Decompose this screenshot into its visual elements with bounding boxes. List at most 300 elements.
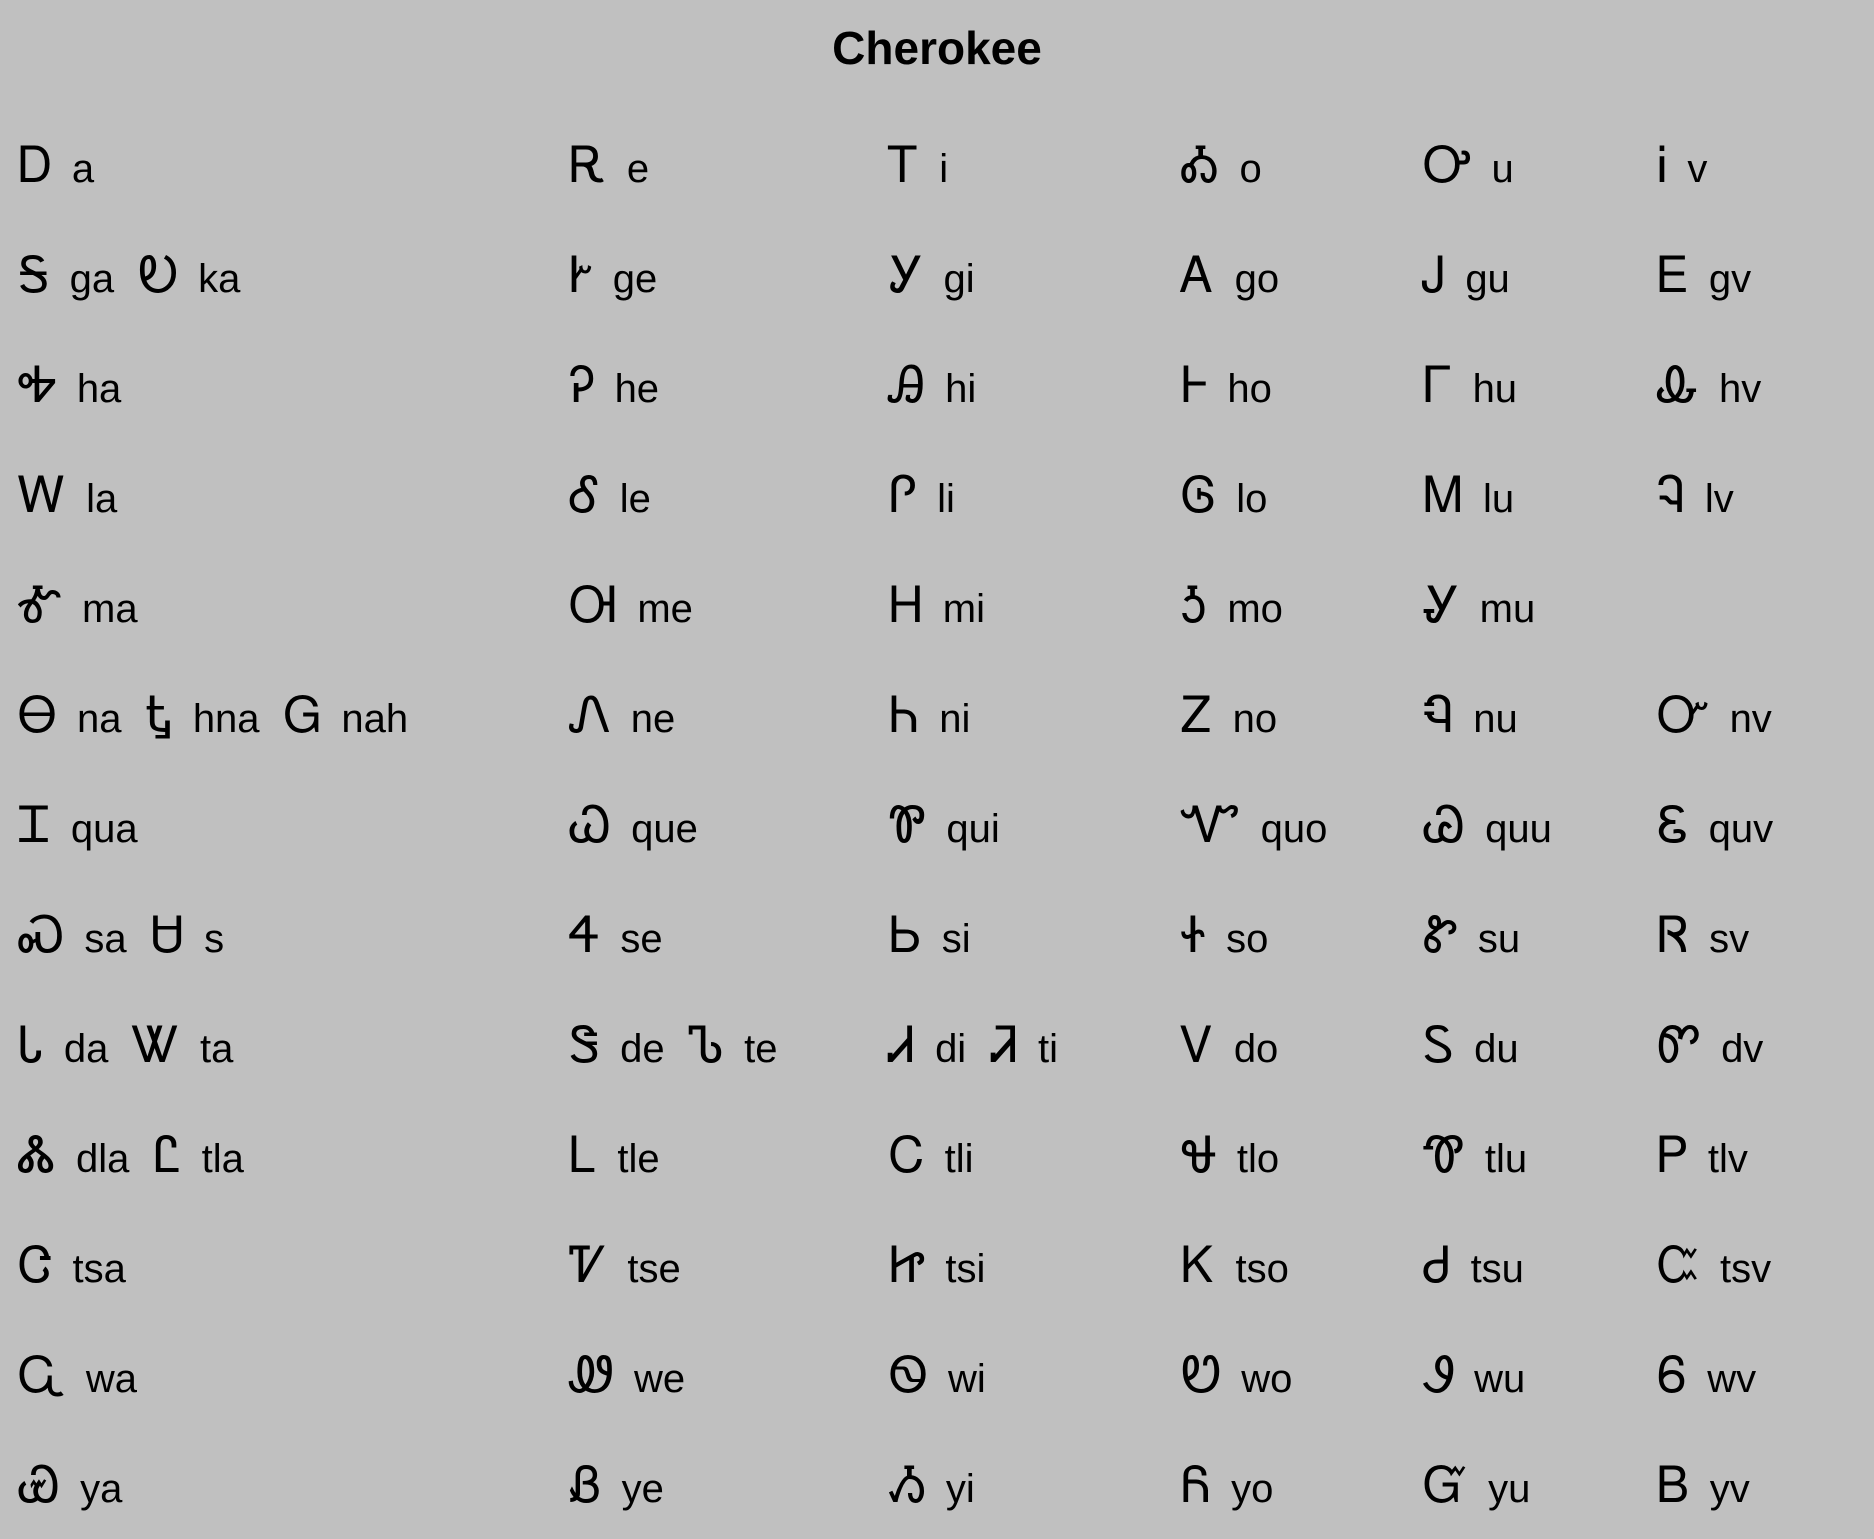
syllabary-cell [1181,975,1302,1085]
transliteration-label: wu [1474,1357,1526,1401]
syllabary-cell [18,95,118,205]
transliteration-label: si [941,917,971,961]
syllable-pair [889,1017,966,1077]
cherokee-glyph: Ꮗ [569,796,612,854]
transliteration-label: e [626,147,650,191]
syllable-pair [569,1457,664,1517]
cherokee-glyph: Ꮒ [889,686,920,744]
cherokee-glyph: Ꮇ [1423,466,1463,524]
syllabary-cell [569,205,681,315]
syllabary-cell [1423,425,1538,535]
syllabary-cell [889,425,979,535]
syllable-pair [1181,137,1262,197]
syllabary-cell [569,865,687,975]
syllabary-row [0,1305,1874,1415]
syllable-pair [569,907,663,967]
syllabary-cell [889,205,999,315]
syllabary-row [0,645,1874,755]
syllabary-cell [18,1415,146,1525]
cherokee-glyph: Ꮽ [1423,1346,1455,1404]
transliteration-label: wo [1241,1357,1293,1401]
syllabary-row [0,755,1874,865]
cherokee-glyph: Ꮷ [1423,1236,1451,1294]
cherokee-glyph: Ꮩ [1181,1016,1214,1074]
syllabary-row [0,865,1874,975]
syllable-pair [1181,1017,1278,1077]
syllable-pair [1657,1457,1750,1517]
transliteration-label: te [744,1027,778,1071]
syllable-pair [889,357,976,417]
cherokee-glyph: Ꮉ [18,576,62,634]
cherokee-glyph: Ꮭ [153,1126,182,1184]
cherokee-glyph: Ꮆ [1181,466,1217,524]
syllable-pair [1423,137,1514,197]
syllabary-cell [1657,1085,1772,1195]
cherokee-glyph: Ꭸ [569,246,593,304]
transliteration-label: ta [200,1027,234,1071]
syllable-pair [1181,687,1277,747]
cherokee-glyph: Ꮵ [889,1236,926,1294]
syllabary-cell [18,1085,268,1195]
cherokee-glyph: Ꭱ [569,136,607,194]
syllable-pair [569,137,649,197]
cherokee-glyph: Ꮋ [889,576,923,634]
syllable-pair [1423,1127,1527,1187]
transliteration-label: ni [939,697,971,741]
syllabary-cell [889,1195,1009,1305]
syllabary-cell [1181,645,1301,755]
transliteration-label: go [1234,257,1280,301]
syllabary-cell [18,205,264,315]
syllabary-cell [889,315,1000,425]
syllable-pair [1181,1457,1273,1517]
syllabary-cell [1181,205,1303,315]
syllable-pair [1181,1127,1279,1187]
syllable-pair [889,1457,975,1517]
cherokee-glyph: Ꭼ [1657,246,1689,304]
transliteration-label: la [86,477,118,521]
cherokee-glyph: Ꮴ [569,1236,608,1294]
syllable-pair [132,1017,233,1077]
cherokee-glyph: Ꮹ [18,1346,66,1404]
transliteration-label: yi [945,1467,975,1511]
cherokee-glyph: Ꮃ [18,466,67,524]
syllable-pair [153,1127,243,1187]
cherokee-glyph: Ꮟ [889,906,922,964]
syllabary-cell [889,865,995,975]
syllable-pair [18,1457,122,1517]
syllabary-cell [889,645,994,755]
cherokee-glyph: Ꮊ [569,576,618,634]
transliteration-label: o [1239,147,1262,191]
syllable-pair [1423,1347,1525,1407]
syllable-pair [18,1347,137,1407]
syllabary-cell [1181,755,1351,865]
cherokee-glyph: Ᏺ [1181,1456,1212,1514]
syllabary-cell [889,1305,1010,1415]
syllable-pair [1423,1457,1530,1517]
syllabary-cell [1423,535,1559,645]
syllabary-cell [1657,645,1796,755]
syllable-pair [1657,247,1751,307]
syllable-pair [889,797,1000,857]
syllable-pair [889,687,970,747]
syllable-pair [889,907,971,967]
transliteration-label: he [614,367,660,411]
syllable-pair [18,797,138,857]
transliteration-label: sv [1709,917,1750,961]
syllable-pair [1423,357,1517,417]
cherokee-glyph: Ꮔ [1423,686,1454,744]
cherokee-glyph: Ꮄ [569,466,600,524]
cherokee-glyph: Ꮏ [145,686,173,744]
syllabary-cell [1181,315,1296,425]
cherokee-glyph: Ᏹ [889,1456,926,1514]
transliteration-label: nu [1473,697,1518,741]
transliteration-label: tla [201,1137,244,1181]
syllabary-cell [1657,1415,1774,1525]
syllabary-cell [1181,1085,1303,1195]
transliteration-label: s [204,917,225,961]
cherokee-glyph: Ꭶ [18,246,50,304]
cherokee-glyph: Ꮘ [889,796,927,854]
transliteration-label: dla [76,1137,130,1181]
cherokee-glyph: Ꭲ [889,136,920,194]
transliteration-label: tse [627,1247,681,1291]
syllabary-cell [569,755,722,865]
syllable-pair [18,1127,129,1187]
syllabary-cell [1657,1305,1780,1415]
syllabary-cell [1423,645,1542,755]
transliteration-label: de [620,1027,665,1071]
syllable-pair [151,907,224,967]
cherokee-glyph: Ꮕ [1657,686,1710,744]
syllable-pair [1657,357,1761,417]
syllable-pair [1423,247,1510,307]
syllabary-cell [569,425,675,535]
transliteration-label: se [620,917,663,961]
transliteration-label: su [1477,917,1521,961]
syllabary-cell [1657,865,1773,975]
syllable-pair [889,247,975,307]
syllable-pair [1423,577,1535,637]
transliteration-label: nah [341,697,409,741]
cherokee-glyph: Ꮶ [1181,1236,1216,1294]
transliteration-label: sa [84,917,127,961]
transliteration-label: quo [1260,807,1328,851]
syllable-pair [889,1237,985,1297]
transliteration-label: wa [85,1357,137,1401]
cherokee-glyph: Ꭳ [1181,136,1220,194]
transliteration-label: lo [1236,477,1268,521]
syllable-pair [1423,467,1514,527]
cherokee-glyph: Ꭺ [1181,246,1215,304]
transliteration-label: ka [198,257,241,301]
syllable-pair [569,1127,660,1187]
syllabary-cell [1423,975,1543,1085]
syllabary-cell [569,975,801,1085]
cherokee-glyph: Ᏼ [1657,1456,1690,1514]
syllable-pair [569,1347,685,1407]
syllabary-cell [18,755,162,865]
cherokee-glyph: Ꮐ [283,686,322,744]
syllable-pair [18,137,94,197]
syllabary-cell [1423,1195,1548,1305]
cherokee-glyph: Ꮤ [132,1016,181,1074]
transliteration-label: yo [1231,1467,1274,1511]
syllabary-cell [889,755,1024,865]
cherokee-glyph: Ꭹ [889,246,924,304]
syllabary-cell [1423,95,1538,205]
syllabary-cell [1181,1305,1316,1415]
syllable-pair [569,467,651,527]
syllable-pair [1657,137,1707,197]
syllable-pair [138,247,240,307]
syllabary-cell [18,865,248,975]
syllabary-cell [18,975,257,1085]
syllable-pair [569,1237,681,1297]
cherokee-glyph: Ꮬ [18,1126,56,1184]
syllabary-row [0,975,1874,1085]
syllabary-cell [1657,205,1775,315]
transliteration-label: so [1226,917,1269,961]
syllabary-row [0,205,1874,315]
transliteration-label: quv [1708,807,1774,851]
syllable-pair [18,1237,126,1297]
transliteration-label: nv [1729,697,1772,741]
syllabary-cell [18,1195,150,1305]
syllabary-cell [1657,975,1787,1085]
transliteration-label: da [63,1027,109,1071]
syllabary-cell [1181,1195,1313,1305]
syllable-pair [18,577,138,637]
cherokee-glyph: Ꮀ [1181,356,1208,414]
syllable-pair [1181,357,1272,417]
transliteration-label: u [1491,147,1514,191]
syllabary-cell [889,1085,998,1195]
syllabary-row [0,1085,1874,1195]
syllabary-row [0,315,1874,425]
transliteration-label: lu [1483,477,1515,521]
cherokee-glyph: Ꭴ [1423,136,1472,194]
syllabary-cell [1181,865,1292,975]
cherokee-glyph: Ꮌ [1181,576,1208,634]
syllable-pair [889,577,985,637]
syllable-pair [1657,687,1772,747]
syllabary-cell [18,1305,161,1415]
cherokee-glyph: Ꮨ [990,1016,1019,1074]
syllabary-cell [1423,205,1534,315]
transliteration-label: mi [942,587,985,631]
syllabary-cell [569,1305,709,1415]
syllabary-cell [569,645,699,755]
cherokee-glyph: Ꮅ [889,466,918,524]
transliteration-label: do [1233,1027,1279,1071]
transliteration-label: ge [612,257,658,301]
cherokee-glyph: Ꮠ [1181,906,1207,964]
cherokee-glyph: Ꮸ [1657,1236,1700,1294]
transliteration-label: li [937,477,955,521]
cherokee-glyph: Ꮪ [1423,1016,1455,1074]
cherokee-glyph: Ꮜ [150,906,185,964]
transliteration-label: wi [947,1357,986,1401]
syllabary-cell [569,315,683,425]
syllabary-cell [1181,535,1307,645]
syllable-pair [1181,467,1267,527]
transliteration-label: tlu [1484,1137,1528,1181]
cherokee-glyph: Ꮍ [1423,576,1460,634]
syllabary-cell [1423,1305,1549,1415]
transliteration-label: lv [1704,477,1734,521]
syllable-pair [18,247,114,307]
syllable-pair [18,467,117,527]
transliteration-label: hi [945,367,977,411]
transliteration-label: ha [76,367,122,411]
syllable-pair [18,357,121,417]
syllabary-cell [569,1415,688,1525]
syllabary-cell [1181,95,1286,205]
transliteration-label: na [76,697,122,741]
cherokee-glyph: Ꮡ [1423,906,1458,964]
syllable-pair [1423,1017,1519,1077]
cherokee-glyph: Ꮲ [1657,1126,1688,1184]
syllabary-cell [1181,1415,1297,1525]
transliteration-label: ya [80,1467,123,1511]
cherokee-glyph: Ꭻ [1423,246,1446,304]
syllable-pair [889,467,955,527]
cherokee-glyph: Ꭷ [138,246,179,304]
transliteration-label: tlv [1707,1137,1748,1181]
syllable-pair [1657,1237,1771,1297]
syllable-pair [1181,247,1279,307]
syllabary-cell [889,975,1082,1085]
syllabary-cell [889,535,1009,645]
cherokee-glyph: Ꮣ [18,1016,44,1074]
syllabary-cell [1657,1195,1795,1305]
syllable-pair [1423,687,1518,747]
transliteration-label: qua [70,807,138,851]
syllable-pair [1657,797,1773,857]
transliteration-label: tsu [1470,1247,1524,1291]
syllable-pair [889,1127,974,1187]
syllable-pair [1181,797,1327,857]
transliteration-label: ga [69,257,115,301]
transliteration-label: yu [1488,1467,1531,1511]
transliteration-label: ne [630,697,676,741]
syllabary-cell [18,535,162,645]
transliteration-label: wv [1707,1357,1757,1401]
transliteration-label: du [1474,1027,1519,1071]
page-title: Cherokee [832,22,1042,74]
syllabary-cell [1423,1415,1554,1525]
cherokee-glyph: Ꮳ [18,1236,53,1294]
cherokee-glyph: Ꮂ [1657,356,1699,414]
transliteration-label: mo [1227,587,1283,631]
syllable-pair [18,687,121,747]
cherokee-glyph: Ꭿ [889,356,926,414]
transliteration-label: dv [1721,1027,1764,1071]
syllable-pair [1657,907,1749,967]
transliteration-label: ti [1038,1027,1059,1071]
syllable-pair [569,577,693,637]
cherokee-glyph: Ꮚ [1423,796,1466,854]
syllable-pair [569,357,659,417]
syllabary-cell [18,315,145,425]
transliteration-label: mu [1479,587,1536,631]
cherokee-glyph: Ꭵ [1657,136,1668,194]
transliteration-label: ho [1227,367,1272,411]
transliteration-label: hv [1718,367,1762,411]
syllabary-cell [1423,865,1544,975]
cherokee-glyph: Ꭰ [18,136,52,194]
transliteration-label: we [634,1357,686,1401]
cherokee-glyph: Ꮼ [1181,1346,1222,1404]
syllabary-cell [889,1415,999,1525]
transliteration-label: tsa [72,1247,126,1291]
cherokee-glyph: Ꮥ [569,1016,601,1074]
cherokee-glyph: Ꮱ [1423,1126,1465,1184]
syllable-pair [1423,797,1552,857]
syllable-pair [1181,577,1283,637]
syllabary-cell [1657,95,1731,205]
transliteration-label: le [619,477,651,521]
syllabary-cell [18,425,141,535]
syllable-pair [689,1017,778,1077]
transliteration-label: hna [192,697,260,741]
syllable-pair [1657,1017,1763,1077]
syllable-pair [569,687,675,747]
syllable-pair [18,1017,108,1077]
cherokee-glyph: Ꮁ [1423,356,1453,414]
cherokee-glyph: Ᏻ [1423,1456,1469,1514]
cherokee-glyph: Ꮈ [1657,466,1685,524]
transliteration-label: tlo [1236,1137,1280,1181]
syllabary-cell [569,95,673,205]
syllabary-row [0,95,1874,205]
syllabary-cell [889,95,972,205]
transliteration-label: tsi [945,1247,986,1291]
cherokee-glyph: Ꮾ [1657,1346,1688,1404]
syllabary-cell [569,1085,684,1195]
cherokee-glyph: Ꮎ [18,686,57,744]
cherokee-glyph: Ꮮ [569,1126,598,1184]
syllable-pair [145,687,259,747]
cherokee-glyph: Ꮿ [18,1456,61,1514]
syllabary-cell [1423,755,1576,865]
syllabary-row [0,535,1874,645]
transliteration-label: yv [1709,1467,1750,1511]
syllabary-cell [569,1195,705,1305]
cherokee-glyph: Ꮝ [18,906,65,964]
syllabary-cell [1423,1085,1551,1195]
syllabary-cell [1423,315,1541,425]
cherokee-glyph: Ꮰ [1181,1126,1217,1184]
syllabary-cell [1657,425,1758,535]
transliteration-label: quu [1485,807,1552,851]
syllabary-cell [18,645,432,755]
syllable-pair [889,1347,986,1407]
syllable-pair [1181,907,1268,967]
syllabary-cell [569,535,717,645]
transliteration-label: ye [621,1467,664,1511]
cherokee-glyph: Ꮖ [18,796,51,854]
syllable-pair [990,1017,1058,1077]
syllable-pair [1181,1237,1289,1297]
cherokee-glyph: Ꮺ [569,1346,614,1404]
transliteration-label: que [631,807,698,851]
cherokee-glyph: Ᏸ [569,1456,602,1514]
transliteration-label: i [939,147,949,191]
